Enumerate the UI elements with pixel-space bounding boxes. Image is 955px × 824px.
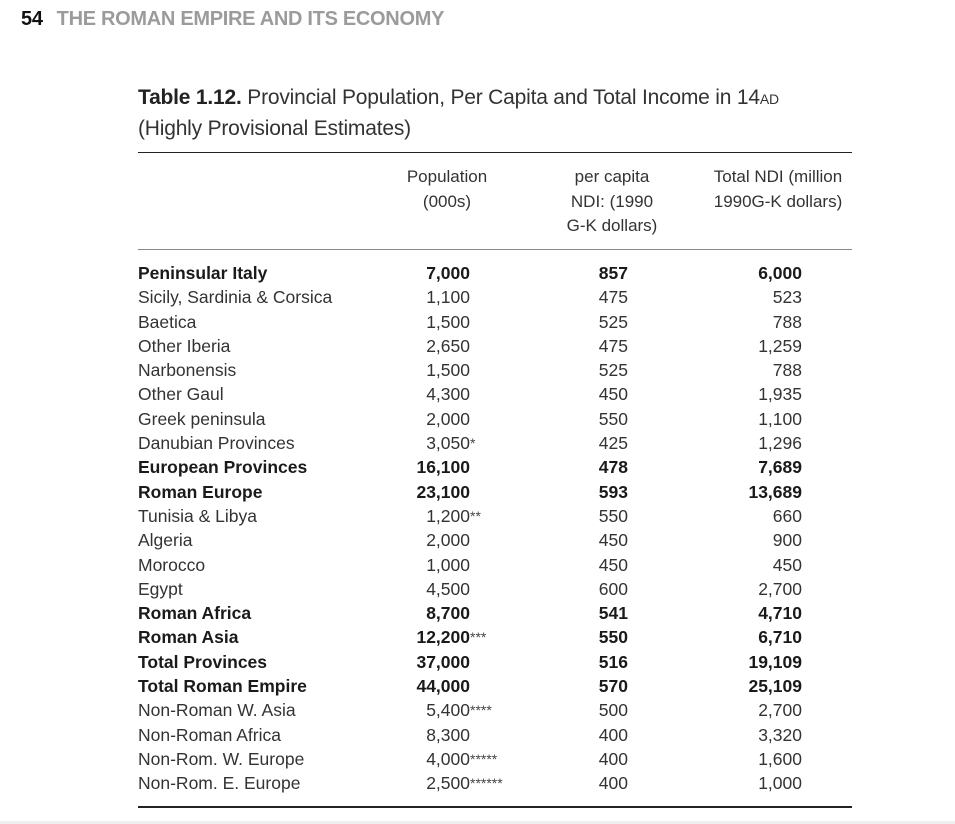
population-value: [378, 358, 470, 382]
per-capita-value: 541: [598, 603, 628, 624]
table-body: [138, 261, 852, 796]
table-bottom-rule: [138, 806, 852, 808]
total-ndi-value: 1,935: [758, 384, 802, 405]
header-rule: [138, 249, 852, 250]
population-value: [378, 674, 470, 698]
table-row: [138, 407, 852, 431]
page-number: 54: [21, 8, 43, 30]
region-name: Morocco: [138, 554, 206, 575]
table-row: [138, 723, 852, 747]
per-capita-value: 450: [598, 530, 628, 551]
footnote-marker: ****: [470, 702, 492, 719]
population-value: [378, 310, 470, 334]
table-title: Provincial Population, Per Capita and Total Income in 14: [241, 86, 760, 109]
region-name: Roman Asia: [138, 627, 239, 648]
book-title: THE ROMAN EMPIRE AND ITS ECONOMY: [56, 8, 445, 30]
total-ndi-value: 6,710: [758, 627, 802, 648]
running-head: [21, 8, 444, 31]
per-capita-value: 425: [598, 433, 628, 454]
region-name: Other Iberia: [138, 335, 231, 356]
population-value: [378, 771, 503, 795]
per-capita-value: 525: [598, 360, 628, 381]
total-ndi-value: 523: [772, 287, 802, 308]
per-capita-value: 450: [598, 554, 628, 575]
population-number: 44,000: [416, 676, 470, 697]
population-value: [378, 723, 470, 747]
region-name: Non-Roman W. Asia: [138, 700, 296, 721]
population-number: 2,000: [426, 408, 470, 429]
population-number: 1,500: [426, 311, 470, 332]
population-number: 1,000: [426, 554, 470, 575]
population-number: 2,650: [426, 335, 470, 356]
population-number: 23,100: [416, 481, 470, 502]
table-row: [138, 528, 852, 552]
column-header-total: [700, 165, 856, 214]
column-header-population: [398, 165, 496, 214]
header-line: Total NDI (million: [713, 167, 843, 186]
total-ndi-value: 1,259: [758, 335, 802, 356]
total-ndi-value: 25,109: [748, 676, 802, 697]
per-capita-value: 500: [598, 700, 628, 721]
total-ndi-value: 1,100: [758, 408, 802, 429]
table-row: [138, 650, 852, 674]
total-ndi-value: 1,296: [758, 433, 802, 454]
region-name: Narbonensis: [138, 360, 237, 381]
header-line: 1990G-K dollars): [713, 191, 843, 211]
table-row: [138, 455, 852, 479]
population-value: [378, 455, 470, 479]
population-value: [378, 528, 470, 552]
table-row: [138, 431, 852, 455]
per-capita-value: 475: [598, 287, 628, 308]
total-ndi-value: 7,689: [758, 457, 802, 478]
table-row: [138, 577, 852, 601]
table-row: [138, 771, 852, 795]
total-ndi-value: 450: [772, 554, 802, 575]
era-label: AD: [759, 91, 779, 107]
region-name: Peninsular Italy: [138, 263, 268, 283]
header-line: (000s): [422, 191, 472, 211]
population-value: [378, 334, 470, 358]
region-name: Egypt: [138, 578, 183, 599]
population-number: 5,400: [426, 700, 470, 721]
per-capita-value: 550: [598, 408, 628, 429]
population-number: 1,100: [426, 287, 470, 308]
region-name: Total Provinces: [138, 651, 268, 672]
per-capita-value: 525: [598, 311, 628, 332]
per-capita-value: 478: [598, 457, 628, 478]
population-number: 16,100: [416, 457, 470, 478]
population-number: 4,300: [426, 384, 470, 405]
population-number: 37,000: [416, 651, 470, 672]
population-number: 2,000: [426, 530, 470, 551]
total-ndi-value: 1,600: [758, 748, 802, 769]
table-subtitle: (Highly Provisional Estimates): [138, 117, 411, 140]
population-number: 3,050: [426, 433, 470, 454]
header-line: NDI: (1990: [570, 191, 654, 211]
region-name: Total Roman Empire: [138, 676, 307, 697]
column-header-per-capita: [552, 165, 672, 239]
population-value: [378, 577, 470, 601]
population-number: 1,500: [426, 360, 470, 381]
per-capita-value: 570: [598, 676, 628, 697]
per-capita-value: 475: [598, 335, 628, 356]
region-name: Non-Rom. E. Europe: [138, 773, 301, 794]
per-capita-value: 400: [598, 773, 628, 794]
population-number: 4,500: [426, 578, 470, 599]
population-value: [378, 650, 470, 674]
total-ndi-value: 900: [772, 530, 802, 551]
table-row: [138, 625, 852, 649]
region-name: European Provinces: [138, 457, 308, 478]
footnote-marker: ***: [470, 629, 487, 646]
total-ndi-value: 1,000: [758, 773, 802, 794]
table-row: [138, 261, 852, 285]
footnote-marker: *****: [470, 750, 498, 767]
table-row: [138, 747, 852, 771]
table-row: [138, 674, 852, 698]
per-capita-value: 550: [598, 627, 628, 648]
per-capita-value: 450: [598, 384, 628, 405]
region-name: Sicily, Sardinia & Corsica: [138, 287, 333, 308]
region-name: Roman Africa: [138, 603, 252, 624]
population-number: 4,000: [426, 748, 470, 769]
total-ndi-value: 788: [772, 311, 802, 332]
population-value: [378, 553, 470, 577]
region-name: Other Gaul: [138, 384, 224, 405]
population-number: 12,200: [416, 627, 470, 648]
region-name: Greek peninsula: [138, 408, 266, 429]
table-row: [138, 358, 852, 382]
table-top-rule: [138, 152, 852, 153]
population-value: [378, 285, 470, 309]
population-number: 1,200: [426, 505, 470, 526]
header-line: G-K dollars): [566, 216, 658, 235]
population-number: 2,500: [426, 773, 470, 794]
footnote-marker: ******: [470, 775, 503, 792]
per-capita-value: 550: [598, 505, 628, 526]
total-ndi-value: 660: [772, 505, 802, 526]
total-ndi-value: 13,689: [748, 481, 802, 502]
population-value: [378, 407, 470, 431]
population-value: [378, 382, 470, 406]
table-row: [138, 285, 852, 309]
table-row: [138, 480, 852, 504]
population-value: [378, 625, 487, 649]
per-capita-value: 857: [598, 263, 628, 283]
footnote-marker: **: [470, 507, 481, 524]
total-ndi-value: 3,320: [758, 724, 802, 745]
table-label: Table 1.12.: [138, 86, 242, 109]
total-ndi-value: 19,109: [748, 651, 802, 672]
footnote-marker: *: [470, 435, 476, 452]
table-caption: [138, 83, 852, 144]
population-value: [378, 747, 498, 771]
population-value: [378, 261, 470, 285]
population-value: [378, 601, 470, 625]
table-row: [138, 334, 852, 358]
region-name: Roman Europe: [138, 481, 263, 502]
region-name: Non-Rom. W. Europe: [138, 748, 305, 769]
table-row: [138, 382, 852, 406]
total-ndi-value: 4,710: [758, 603, 802, 624]
table-row: [138, 553, 852, 577]
total-ndi-value: 6,000: [758, 263, 802, 283]
per-capita-value: 593: [598, 481, 628, 502]
population-number: 8,300: [426, 724, 470, 745]
header-line: per capita: [574, 167, 650, 186]
table-row: [138, 310, 852, 334]
per-capita-value: 516: [598, 651, 628, 672]
region-name: Danubian Provinces: [138, 433, 295, 454]
total-ndi-value: 2,700: [758, 578, 802, 599]
table-row: [138, 601, 852, 625]
total-ndi-value: 2,700: [758, 700, 802, 721]
region-name: Tunisia & Libya: [138, 505, 257, 526]
total-ndi-value: 788: [772, 360, 802, 381]
per-capita-value: 400: [598, 748, 628, 769]
population-number: 7,000: [426, 263, 470, 283]
population-value: [378, 504, 481, 528]
population-value: [378, 431, 476, 455]
per-capita-value: 600: [598, 578, 628, 599]
per-capita-value: 400: [598, 724, 628, 745]
table-row: [138, 698, 852, 722]
region-name: Algeria: [138, 530, 193, 551]
population-value: [378, 480, 470, 504]
table-row: [138, 504, 852, 528]
region-name: Baetica: [138, 311, 197, 332]
region-name: Non-Roman Africa: [138, 724, 281, 745]
header-line: Population: [406, 167, 488, 186]
population-number: 8,700: [426, 603, 470, 624]
population-value: [378, 698, 492, 722]
